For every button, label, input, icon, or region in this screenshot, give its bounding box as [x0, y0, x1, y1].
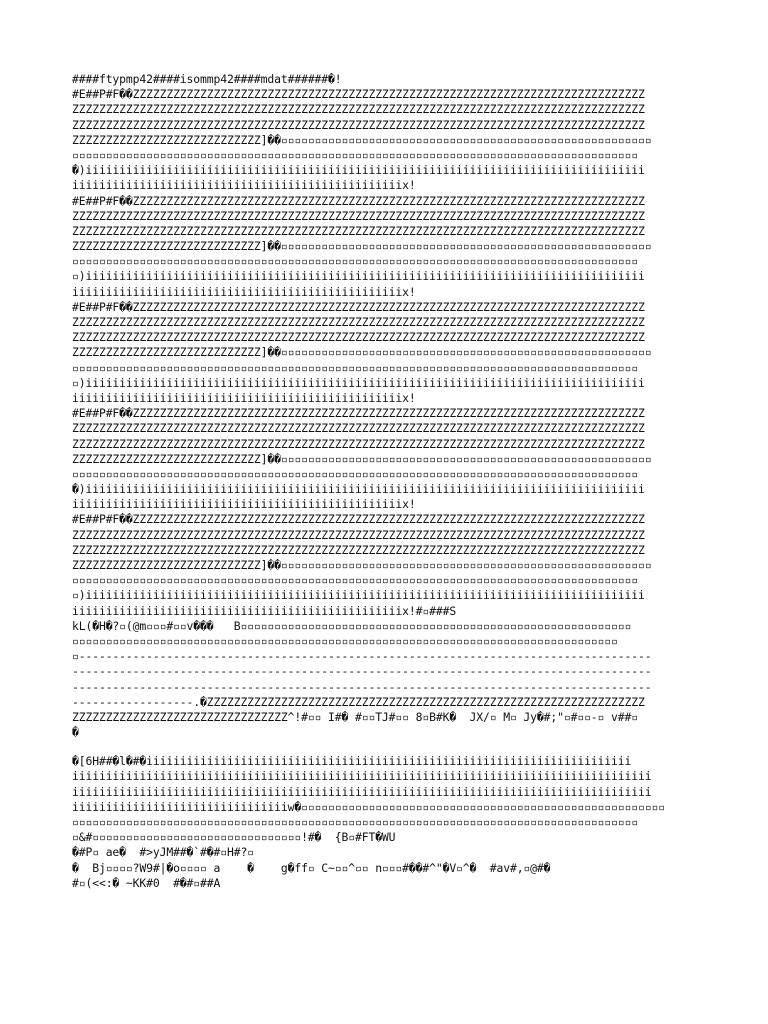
text-line: ZZZZZZZZZZZZZZZZZZZZZZZZZZZZ]��▫▫▫▫▫▫▫▫▫▫▫▫▫▫▫▫▫▫▫▫▫▫▫▫▫▫▫▫▫▫▫▫▫▫▫▫▫▫▫▫▫▫▫▫▫▫▫▫▫▫▫▫▫▫▫: [72, 132, 652, 147]
text-line: ZZZZZZZZZZZZZZZZZZZZZZZZZZZZZZZZZZZZZZZZZZZZZZZZZZZZZZZZZZZZZZZZZZZZZZZZZZZZZZZZZZZZZ: [72, 102, 645, 117]
text-line: ZZZZZZZZZZZZZZZZZZZZZZZZZZZZ]��▫▫▫▫▫▫▫▫▫▫▫▫▫▫▫▫▫▫▫▫▫▫▫▫▫▫▫▫▫▫▫▫▫▫▫▫▫▫▫▫▫▫▫▫▫▫▫▫▫▫▫▫▫▫▫: [72, 558, 652, 572]
text-line: ▫▫▫▫▫▫▫▫▫▫▫▫▫▫▫▫▫▫▫▫▫▫▫▫▫▫▫▫▫▫▫▫▫▫▫▫▫▫▫▫▫▫▫▫▫▫▫▫▫▫▫▫▫▫▫▫▫▫▫▫▫▫▫▫▫▫▫▫▫▫▫▫▫▫▫▫▫▫▫▫▫▫▫▫: [72, 360, 638, 375]
text-line: kL(�H�?▫(@m▫▫▫#▫▫v��� B▫▫▫▫▫▫▫▫▫▫▫▫▫▫▫▫▫▫▫▫▫▫▫▫▫▫▫▫▫▫▫▫▫▫▫▫▫▫▫▫▫▫▫▫▫▫▫▫▫▫▫▫▫▫▫▫▫▫: [72, 618, 632, 633]
text-line: �[6H##�l�#�iiiiiiiiiiiiiiiiiiiiiiiiiiiiiiiiiiiiiiiiiiiiiiiiiiiiiiiiiiiiiiiiiiiiiiii: [72, 754, 632, 769]
text-line: --------------------------------------------------------------------------------------: [72, 664, 652, 679]
text-line: � Bj▫▫▫▫?W9#|�o▫▫▫▫ a � g�ff▫ C~▫▫^▫▫ n▫▫▫#��#^"�V▫^� #av#,▫@#�: [72, 860, 551, 875]
text-line: #E##P#F��ZZZZZZZZZZZZZZZZZZZZZZZZZZZZZZZZZZZZZZZZZZZZZZZZZZZZZZZZZZZZZZZZZZZZZZZZZZZZ: [72, 299, 645, 314]
text-line: iiiiiiiiiiiiiiiiiiiiiiiiiiiiiiiiiiiiiiiiiiiiiiiiix!: [72, 178, 416, 193]
text-line: ZZZZZZZZZZZZZZZZZZZZZZZZZZZZ]��▫▫▫▫▫▫▫▫▫▫▫▫▫▫▫▫▫▫▫▫▫▫▫▫▫▫▫▫▫▫▫▫▫▫▫▫▫▫▫▫▫▫▫▫▫▫▫▫▫▫▫▫▫▫▫: [72, 345, 652, 360]
text-line: ZZZZZZZZZZZZZZZZZZZZZZZZZZZZZZZZZZZZZZZZZZZZZZZZZZZZZZZZZZZZZZZZZZZZZZZZZZZZZZZZZZZZZ: [72, 527, 645, 542]
text-line: ▫▫▫▫▫▫▫▫▫▫▫▫▫▫▫▫▫▫▫▫▫▫▫▫▫▫▫▫▫▫▫▫▫▫▫▫▫▫▫▫▫▫▫▫▫▫▫▫▫▫▫▫▫▫▫▫▫▫▫▫▫▫▫▫▫▫▫▫▫▫▫▫▫▫▫▫▫▫▫▫▫▫▫▫: [72, 466, 638, 481]
binary-text-document: [72, 72, 700, 891]
text-line: ZZZZZZZZZZZZZZZZZZZZZZZZZZZZZZZZZZZZZZZZZZZZZZZZZZZZZZZZZZZZZZZZZZZZZZZZZZZZZZZZZZZZZ: [72, 208, 645, 223]
text-line: iiiiiiiiiiiiiiiiiiiiiiiiiiiiiiiiiiiiiiiiiiiiiiiiix!#▫###S: [72, 603, 457, 618]
text-line: ▫-------------------------------------------------------------------------------------: [72, 649, 652, 664]
text-line: iiiiiiiiiiiiiiiiiiiiiiiiiiiiiiiiw�▫▫▫▫▫▫▫▫▫▫▫▫▫▫▫▫▫▫▫▫▫▫▫▫▫▫▫▫▫▫▫▫▫▫▫▫▫▫▫▫▫▫▫▫▫▫▫▫▫▫▫▫▫▫: [72, 799, 665, 814]
text-line: ▫&#▫▫▫▫▫▫▫▫▫▫▫▫▫▫▫▫▫▫▫▫▫▫▫▫▫▫▫▫▫▫▫!#� {B▫#FT�WU: [72, 830, 396, 845]
text-line: ▫)iiiiiiiiiiiiiiiiiiiiiiiiiiiiiiiiiiiiiiiiiiiiiiiiiiiiiiiiiiiiiiiiiiiiiiiiiiiiiiiiiii: [72, 375, 645, 390]
text-line: ####ftypmp42####isommp42####mdat######�!: [72, 72, 342, 86]
text-line: [72, 740, 700, 754]
text-line: ▫)iiiiiiiiiiiiiiiiiiiiiiiiiiiiiiiiiiiiiiiiiiiiiiiiiiiiiiiiiiiiiiiiiiiiiiiiiiiiiiiiiii: [72, 269, 645, 284]
text-line: ▫▫▫▫▫▫▫▫▫▫▫▫▫▫▫▫▫▫▫▫▫▫▫▫▫▫▫▫▫▫▫▫▫▫▫▫▫▫▫▫▫▫▫▫▫▫▫▫▫▫▫▫▫▫▫▫▫▫▫▫▫▫▫▫▫▫▫▫▫▫▫▫▫▫▫▫▫▫▫▫▫▫▫▫: [72, 147, 638, 162]
text-line: #E##P#F��ZZZZZZZZZZZZZZZZZZZZZZZZZZZZZZZZZZZZZZZZZZZZZZZZZZZZZZZZZZZZZZZZZZZZZZZZZZZZ: [72, 87, 645, 102]
text-line: ▫)iiiiiiiiiiiiiiiiiiiiiiiiiiiiiiiiiiiiiiiiiiiiiiiiiiiiiiiiiiiiiiiiiiiiiiiiiiiiiiiiiii: [72, 588, 645, 603]
text-line: �)iiiiiiiiiiiiiiiiiiiiiiiiiiiiiiiiiiiiiiiiiiiiiiiiiiiiiiiiiiiiiiiiiiiiiiiiiiiiiiiiiii: [72, 163, 645, 178]
text-line: ZZZZZZZZZZZZZZZZZZZZZZZZZZZZ]��▫▫▫▫▫▫▫▫▫▫▫▫▫▫▫▫▫▫▫▫▫▫▫▫▫▫▫▫▫▫▫▫▫▫▫▫▫▫▫▫▫▫▫▫▫▫▫▫▫▫▫▫▫▫▫: [72, 451, 652, 466]
text-line: �)iiiiiiiiiiiiiiiiiiiiiiiiiiiiiiiiiiiiiiiiiiiiiiiiiiiiiiiiiiiiiiiiiiiiiiiiiiiiiiiiiii: [72, 482, 645, 497]
text-line: iiiiiiiiiiiiiiiiiiiiiiiiiiiiiiiiiiiiiiiiiiiiiiiiix!: [72, 497, 416, 512]
text-line: ▫▫▫▫▫▫▫▫▫▫▫▫▫▫▫▫▫▫▫▫▫▫▫▫▫▫▫▫▫▫▫▫▫▫▫▫▫▫▫▫▫▫▫▫▫▫▫▫▫▫▫▫▫▫▫▫▫▫▫▫▫▫▫▫▫▫▫▫▫▫▫▫▫▫▫▫▫▫▫▫▫▫▫▫: [72, 815, 638, 829]
text-line: ZZZZZZZZZZZZZZZZZZZZZZZZZZZZ]��▫▫▫▫▫▫▫▫▫▫▫▫▫▫▫▫▫▫▫▫▫▫▫▫▫▫▫▫▫▫▫▫▫▫▫▫▫▫▫▫▫▫▫▫▫▫▫▫▫▫▫▫▫▫▫: [72, 239, 652, 254]
text-line: ZZZZZZZZZZZZZZZZZZZZZZZZZZZZZZZZZZZZZZZZZZZZZZZZZZZZZZZZZZZZZZZZZZZZZZZZZZZZZZZZZZZZZ: [72, 330, 645, 345]
text-line: ZZZZZZZZZZZZZZZZZZZZZZZZZZZZZZZZZZZZZZZZZZZZZZZZZZZZZZZZZZZZZZZZZZZZZZZZZZZZZZZZZZZZZ: [72, 315, 645, 329]
text-line: ▫▫▫▫▫▫▫▫▫▫▫▫▫▫▫▫▫▫▫▫▫▫▫▫▫▫▫▫▫▫▫▫▫▫▫▫▫▫▫▫▫▫▫▫▫▫▫▫▫▫▫▫▫▫▫▫▫▫▫▫▫▫▫▫▫▫▫▫▫▫▫▫▫▫▫▫▫▫▫▫▫: [72, 633, 618, 648]
text-line: ZZZZZZZZZZZZZZZZZZZZZZZZZZZZZZZZZZZZZZZZZZZZZZZZZZZZZZZZZZZZZZZZZZZZZZZZZZZZZZZZZZZZZ: [72, 421, 645, 436]
text-line: ZZZZZZZZZZZZZZZZZZZZZZZZZZZZZZZZ^!#▫▫ I#� #▫▫TJ#▫▫ 8▫B#K� JX/▫ M▫ Jy�#;"▫#▫▫-▫ v##▫: [72, 709, 638, 724]
text-line: iiiiiiiiiiiiiiiiiiiiiiiiiiiiiiiiiiiiiiiiiiiiiiiiix!: [72, 390, 416, 405]
text-line: #E##P#F��ZZZZZZZZZZZZZZZZZZZZZZZZZZZZZZZZZZZZZZZZZZZZZZZZZZZZZZZZZZZZZZZZZZZZZZZZZZZZ: [72, 406, 645, 421]
text-line: #▫(<<:� ~KK#0 #�#▫##A: [72, 875, 221, 890]
text-line: --------------------------------------------------------------------------------------: [72, 679, 652, 694]
text-line: ZZZZZZZZZZZZZZZZZZZZZZZZZZZZZZZZZZZZZZZZZZZZZZZZZZZZZZZZZZZZZZZZZZZZZZZZZZZZZZZZZZZZZ: [72, 436, 645, 451]
text-line: iiiiiiiiiiiiiiiiiiiiiiiiiiiiiiiiiiiiiiiiiiiiiiiiix!: [72, 284, 416, 299]
text-line: iiiiiiiiiiiiiiiiiiiiiiiiiiiiiiiiiiiiiiiiiiiiiiiiiiiiiiiiiiiiiiiiiiiiiiiiiiiiiiiiiiiiii: [72, 769, 652, 784]
text-line: ▫▫▫▫▫▫▫▫▫▫▫▫▫▫▫▫▫▫▫▫▫▫▫▫▫▫▫▫▫▫▫▫▫▫▫▫▫▫▫▫▫▫▫▫▫▫▫▫▫▫▫▫▫▫▫▫▫▫▫▫▫▫▫▫▫▫▫▫▫▫▫▫▫▫▫▫▫▫▫▫▫▫▫▫: [72, 254, 638, 269]
text-line: ▫▫▫▫▫▫▫▫▫▫▫▫▫▫▫▫▫▫▫▫▫▫▫▫▫▫▫▫▫▫▫▫▫▫▫▫▫▫▫▫▫▫▫▫▫▫▫▫▫▫▫▫▫▫▫▫▫▫▫▫▫▫▫▫▫▫▫▫▫▫▫▫▫▫▫▫▫▫▫▫▫▫▫▫: [72, 573, 638, 588]
text-line: ZZZZZZZZZZZZZZZZZZZZZZZZZZZZZZZZZZZZZZZZZZZZZZZZZZZZZZZZZZZZZZZZZZZZZZZZZZZZZZZZZZZZZ: [72, 223, 645, 238]
text-line: ------------------.�ZZZZZZZZZZZZZZZZZZZZZZZZZZZZZZZZZZZZZZZZZZZZZZZZZZZZZZZZZZZZZZZZZ: [72, 694, 645, 709]
text-line: �#P▫ ae� #>yJM##�`#�#▫H#?▫: [72, 845, 254, 860]
text-line: #E##P#F��ZZZZZZZZZZZZZZZZZZZZZZZZZZZZZZZZZZZZZZZZZZZZZZZZZZZZZZZZZZZZZZZZZZZZZZZZZZZZ: [72, 512, 645, 527]
text-line: �: [72, 725, 79, 740]
text-line: #E##P#F��ZZZZZZZZZZZZZZZZZZZZZZZZZZZZZZZZZZZZZZZZZZZZZZZZZZZZZZZZZZZZZZZZZZZZZZZZZZZZ: [72, 193, 645, 208]
text-line: ZZZZZZZZZZZZZZZZZZZZZZZZZZZZZZZZZZZZZZZZZZZZZZZZZZZZZZZZZZZZZZZZZZZZZZZZZZZZZZZZZZZZZ: [72, 542, 645, 557]
text-line: iiiiiiiiiiiiiiiiiiiiiiiiiiiiiiiiiiiiiiiiiiiiiiiiiiiiiiiiiiiiiiiiiiiiiiiiiiiiiiiiiiiiii: [72, 784, 652, 799]
text-line: ZZZZZZZZZZZZZZZZZZZZZZZZZZZZZZZZZZZZZZZZZZZZZZZZZZZZZZZZZZZZZZZZZZZZZZZZZZZZZZZZZZZZZ: [72, 117, 645, 132]
